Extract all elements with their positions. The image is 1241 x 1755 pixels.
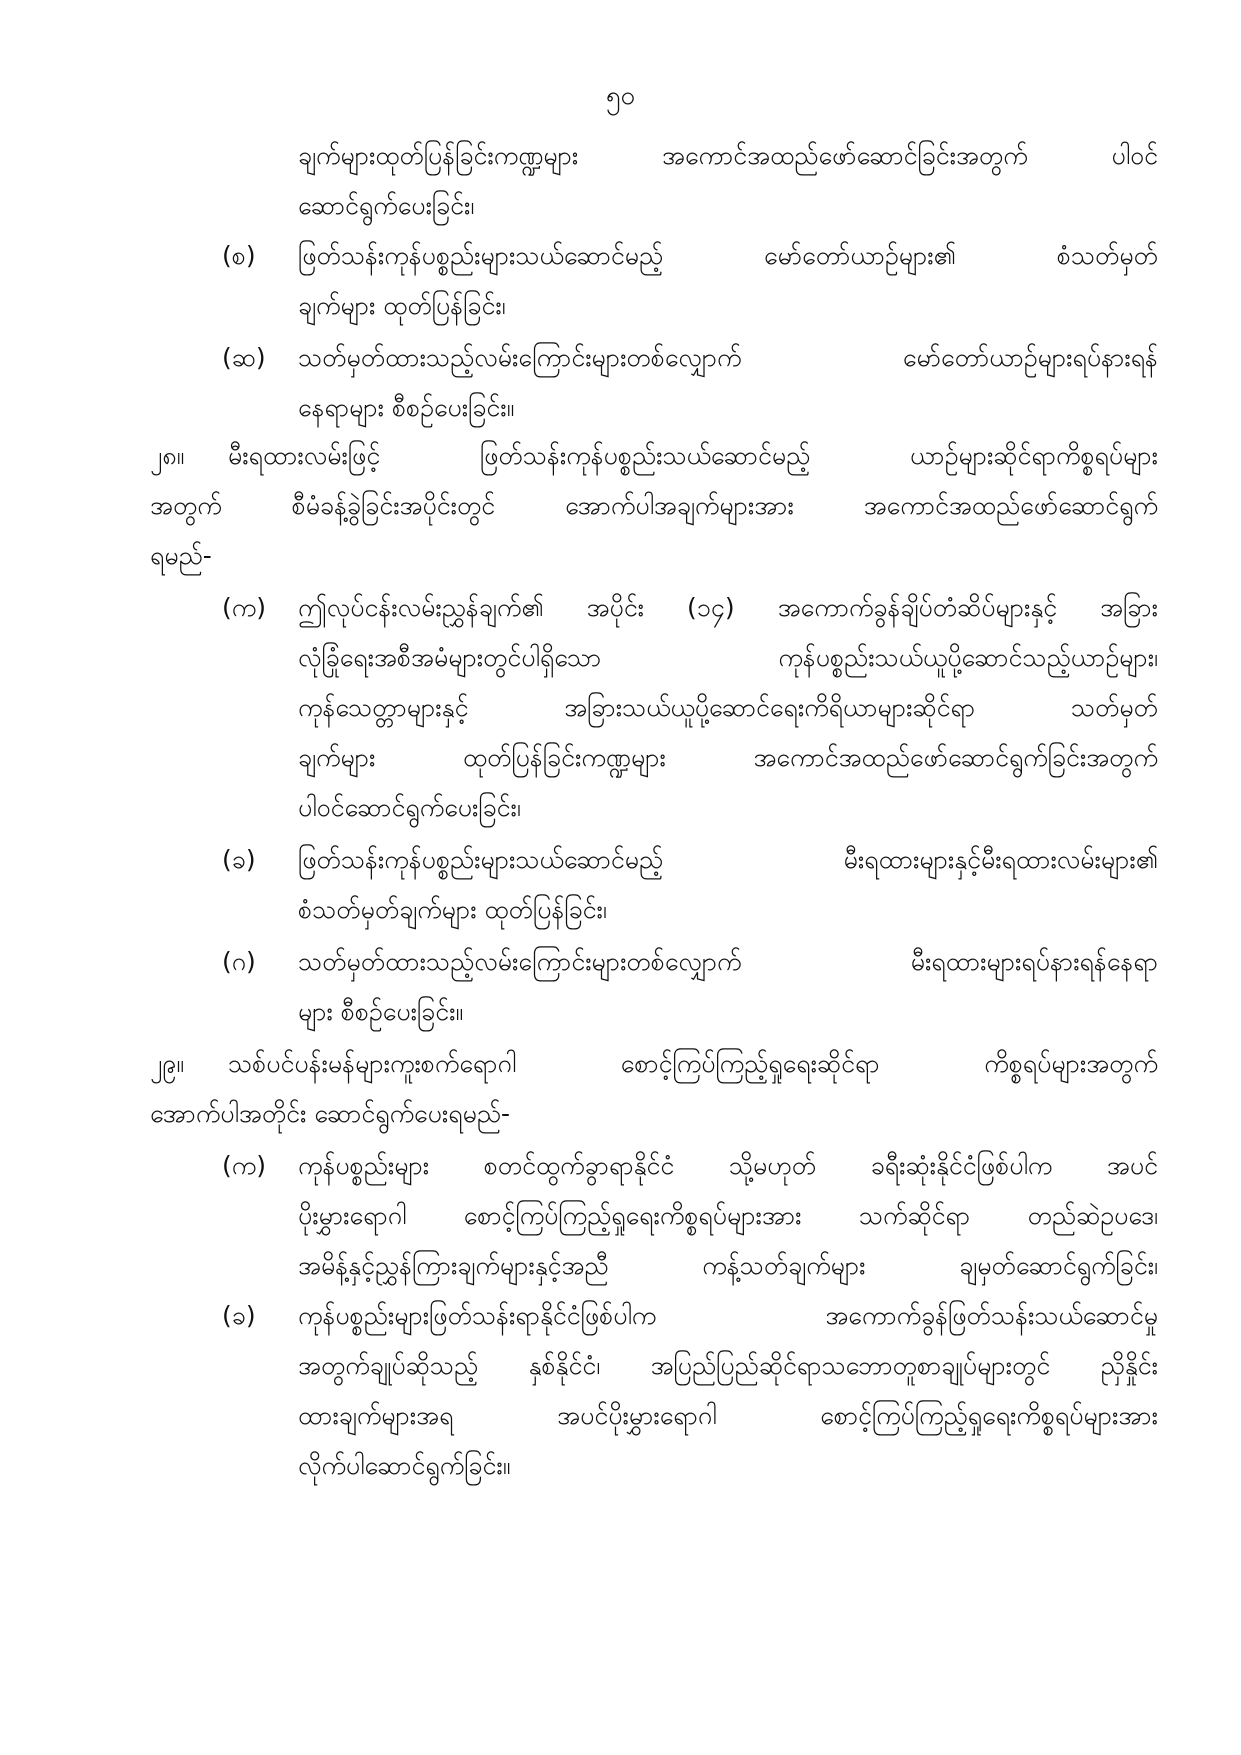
text-segment: (၁၄) [687, 593, 735, 622]
page-number: ၅၀ [605, 81, 636, 111]
text-segment: ချက်များထုတ်ပြန်ခြင်းကဏ္ဍများ [298, 141, 579, 170]
text-segment: မီးရထားလမ်းဖြင့် [228, 441, 381, 470]
section-line: ရမည်- [150, 541, 212, 570]
item-line [298, 1196, 1158, 1236]
text-segment: ခရီးဆုံးနိုင်ငံဖြစ်ပါက [870, 1151, 1053, 1180]
text-segment: ချမှတ်ဆောင်ရွက်ခြင်း၊ [959, 1251, 1158, 1280]
item-label: (ဆ) [222, 343, 266, 372]
item-line [298, 1396, 1158, 1436]
text-segment: ဤလုပ်ငန်းလမ်းညွှန်ချက်၏ [298, 593, 544, 622]
text-segment: အပင် [1106, 1151, 1158, 1180]
text-segment: စောင့်ကြပ်ကြည့်ရှုရေးဆိုင်ရာ [620, 1049, 880, 1078]
section-line [228, 436, 1158, 476]
text-segment: ကုန်သေတ္တာများနှင့် [298, 693, 469, 722]
text-segment: သို့မဟုတ် [728, 1151, 817, 1180]
section-number: ၂၉။ [150, 1049, 184, 1078]
text-segment: အကောက်ခွန်ချိပ်တံဆိပ်များနှင့် [777, 593, 1058, 622]
text-segment: ထုတ်ပြန်ခြင်းကဏ္ဍများ [462, 743, 666, 772]
text-segment: ညှိနှိုင်း [1100, 1351, 1158, 1380]
item-line [298, 338, 1158, 378]
text-segment: စောင့်ကြပ်ကြည့်ရှုရေးကိစ္စရပ်များအား [820, 1401, 1158, 1430]
text-segment: ကန့်သတ်ချက်များ [702, 1251, 866, 1280]
text-segment: အခြား [1100, 593, 1158, 622]
text-segment: ဖြတ်သန်းကုန်ပစ္စည်းများသယ်ဆောင်မည့် [298, 845, 664, 874]
text-segment: အကောက်ခွန်ဖြတ်သန်းသယ်ဆောင်မှု [825, 1301, 1158, 1330]
text-segment: အကောင်အထည်ဖော်ဆောင်ရွက် [863, 491, 1158, 520]
item-label: (စ) [222, 241, 256, 270]
text-segment: သတ်မှတ်ထားသည့်လမ်းကြောင်းများတစ်လျှောက် [298, 947, 742, 976]
text-segment: သက်ဆိုင်ရာ [858, 1201, 971, 1230]
text-segment: ထားချက်များအရ [298, 1401, 454, 1430]
item-line [298, 1346, 1158, 1386]
text-segment: လုံခြုံရေးအစီအမံများတွင်ပါရှိသော [298, 643, 602, 672]
item-line [298, 1146, 1158, 1186]
item-line: ချက်များ ထုတ်ပြန်ခြင်း၊ [298, 291, 506, 320]
section-line [228, 1044, 1158, 1084]
text-segment: အပင်ပိုးမွှားရောဂါ [557, 1401, 717, 1430]
item-line [298, 1296, 1158, 1336]
continuation-line [298, 136, 1158, 176]
text-segment: ကုန်ပစ္စည်းများ [298, 1151, 430, 1180]
item-line: နေရာများ စီစဉ်ပေးခြင်း။ [298, 393, 515, 422]
text-segment: မော်တော်ယာဉ်များရပ်နားရန် [902, 343, 1158, 372]
text-segment: အောက်ပါအချက်များအား [565, 491, 794, 520]
text-segment: မော်တော်ယာဉ်များ၏ [764, 241, 956, 270]
text-segment: အတွက် [150, 491, 222, 520]
item-line: စံသတ်မှတ်ချက်များ ထုတ်ပြန်ခြင်း၊ [298, 895, 607, 924]
text-segment: မီးရထားများနှင့်မီးရထားလမ်းများ၏ [843, 845, 1158, 874]
item-label: (က) [222, 1151, 266, 1180]
item-line [298, 1246, 1158, 1286]
item-label: (ခ) [222, 845, 256, 874]
item-line [298, 688, 1158, 728]
text-segment: နှစ်နိုင်ငံ၊ [528, 1351, 601, 1380]
item-line [298, 588, 1158, 628]
item-label: (ဂ) [222, 947, 256, 976]
item-line: ပါဝင်ဆောင်ရွက်ပေးခြင်း၊ [298, 793, 521, 822]
item-line [298, 942, 1158, 982]
item-line [298, 840, 1158, 880]
text-segment: တည်ဆဲဥပဒေ၊ [1027, 1201, 1158, 1230]
text-segment: ချက်များ [298, 743, 376, 772]
text-segment: ကိစ္စရပ်များအတွက် [984, 1049, 1158, 1078]
text-segment: အခြားသယ်ယူပို့ဆောင်ရေးကိရိယာများဆိုင်ရာ [564, 693, 976, 722]
text-segment: မီးရထားများရပ်နားရန်နေရာ [910, 947, 1158, 976]
item-line: များ စီစဉ်ပေးခြင်း။ [298, 997, 464, 1026]
section-number: ၂၈။ [150, 441, 185, 470]
text-segment: စီမံခန့်ခွဲခြင်းအပိုင်းတွင် [291, 491, 496, 520]
text-segment: သစ်ပင်ပန်းမန်များကူးစက်ရောဂါ [228, 1049, 517, 1078]
text-segment: ကုန်ပစ္စည်းသယ်ယူပို့ဆောင်သည့်ယာဉ်များ၊ [778, 643, 1158, 672]
item-line [298, 738, 1158, 778]
item-label: (ခ) [222, 1301, 256, 1330]
text-segment: အမိန့်နှင့်ညွှန်ကြားချက်များနှင့်အညီ [298, 1251, 609, 1280]
text-segment: ဖြတ်သန်းကုန်ပစ္စည်းများသယ်ဆောင်မည့် [298, 241, 664, 270]
section-line: အောက်ပါအတိုင်း ဆောင်ရွက်ပေးရမည်- [150, 1099, 511, 1128]
item-line [298, 638, 1158, 678]
text-segment: အပြည်ပြည်ဆိုင်ရာသဘောတူစာချုပ်များတွင် [650, 1351, 1051, 1380]
continuation-line: ဆောင်ရွက်ပေးခြင်း၊ [298, 191, 475, 220]
item-line [298, 236, 1158, 276]
text-segment: ယာဉ်များဆိုင်ရာကိစ္စရပ်များ [910, 441, 1158, 470]
text-segment: သတ်မှတ်ထားသည့်လမ်းကြောင်းများတစ်လျှောက် [298, 343, 742, 372]
text-segment: အပိုင်း [586, 593, 645, 622]
text-segment: ဖြတ်သန်းကုန်ပစ္စည်းသယ်ဆောင်မည့် [479, 441, 811, 470]
item-line: လိုက်ပါဆောင်ရွက်ခြင်း။ [298, 1451, 511, 1480]
text-segment: စောင့်ကြပ်ကြည့်ရှုရေးကိစ္စရပ်များအား [463, 1201, 802, 1230]
section-line [150, 486, 1158, 526]
text-segment: ပါဝင် [1111, 141, 1158, 170]
text-segment: ကုန်ပစ္စည်းများဖြတ်သန်းရာနိုင်ငံဖြစ်ပါက [298, 1301, 657, 1330]
text-segment: စတင်ထွက်ခွာရာနိုင်ငံ [483, 1151, 675, 1180]
item-label: (က) [222, 593, 266, 622]
text-segment: ပိုးမွှားရောဂါ [298, 1201, 407, 1230]
text-segment: စံသတ်မှတ် [1056, 241, 1158, 270]
text-segment: အကောင်အထည်ဖော်ဆောင်ရွက်ခြင်းအတွက် [753, 743, 1158, 772]
text-segment: အကောင်အထည်ဖော်ဆောင်ခြင်းအတွက် [662, 141, 1028, 170]
text-segment: သတ်မှတ် [1070, 693, 1158, 722]
text-segment: အတွက်ချုပ်ဆိုသည့် [298, 1351, 479, 1380]
